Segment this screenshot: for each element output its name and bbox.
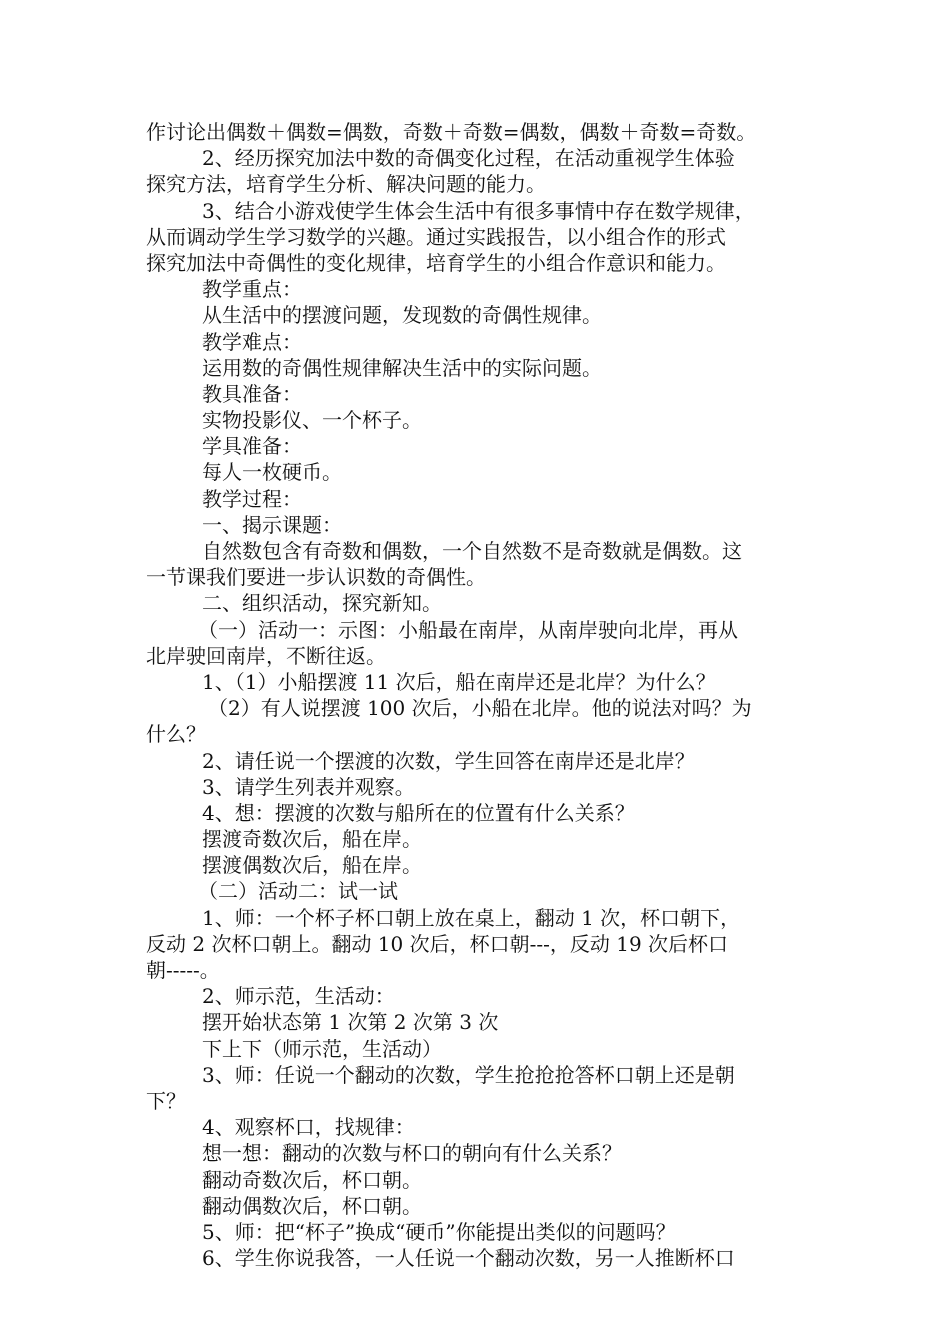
text-line: 6、学生你说我答，一人任说一个翻动次数，另一人推断杯口: [202, 1246, 735, 1271]
text-line: 翻动奇数次后，杯口朝。: [202, 1167, 422, 1192]
text-line: 摆开始状态第 1 次第 2 次第 3 次: [202, 1010, 499, 1035]
text-line: 4、观察杯口，找规律：: [202, 1115, 415, 1140]
text-line: 北岸驶回南岸，不断往返。: [146, 643, 386, 668]
text-line: 1、师：一个杯子杯口朝上放在桌上，翻动 1 次，杯口朝下，: [202, 905, 741, 930]
text-line: 探究加法中奇偶性的变化规律，培育学生的小组合作意识和能力。: [146, 250, 726, 275]
text-line: 朝-----。: [146, 958, 220, 982]
text-line: 一节课我们要进一步认识数的奇偶性。: [146, 565, 486, 590]
text-line: 1、（1）小船摆渡 11 次后，船在南岸还是北岸？为什么？: [202, 669, 716, 694]
text-line: 实物投影仪、一个杯子。: [202, 408, 422, 433]
text-line: 从而调动学生学习数学的兴趣。通过实践报告，以小组合作的形式: [146, 224, 726, 249]
text-line: 3、请学生列表并观察。: [202, 774, 415, 799]
text-line: 4、想：摆渡的次数与船所在的位置有什么关系？: [202, 800, 635, 825]
text-line: 摆渡偶数次后，船在岸。: [202, 853, 422, 878]
document-body: [146, 119, 810, 1271]
text-line: 3、师：任说一个翻动的次数，学生抢抢抢答杯口朝上还是朝: [202, 1062, 735, 1087]
section-heading: 教学难点：: [202, 329, 302, 354]
text-line: 摆渡奇数次后，船在岸。: [202, 827, 422, 852]
section-heading: 学具准备：: [202, 434, 302, 459]
text-line: 反动 2 次杯口朝上。翻动 10 次后，杯口朝---，反动 19 次后杯口: [146, 931, 729, 956]
text-line: 想一想：翻动的次数与杯口的朝向有什么关系？: [202, 1141, 622, 1166]
text-line: 2、经历探究加法中数的奇偶变化过程，在活动重视学生体验: [202, 146, 735, 171]
text-line: 运用数的奇偶性规律解决生活中的实际问题。: [202, 355, 602, 380]
text-line: 5、师：把“杯子”换成“硬币”你能提出类似的问题吗？: [202, 1219, 676, 1244]
text-line: 2、师示范，生活动：: [202, 984, 395, 1009]
section-heading: 一、揭示课题：: [202, 512, 342, 537]
text-line: 下？: [146, 1088, 186, 1113]
text-line: 3、结合小游戏使学生体会生活中有很多事情中存在数学规律，: [202, 198, 755, 223]
text-line: 什么？: [146, 722, 206, 747]
section-heading: 教学重点：: [202, 277, 302, 302]
text-line: 每人一枚硬币。: [202, 460, 342, 485]
section-heading: 教学过程：: [202, 486, 302, 511]
text-line: 从生活中的摆渡问题，发现数的奇偶性规律。: [202, 303, 602, 328]
text-line: 2、请任说一个摆渡的次数，学生回答在南岸还是北岸？: [202, 748, 695, 773]
text-line: 下上下（师示范，生活动）: [202, 1036, 442, 1061]
text-line: （2）有人说摆渡 100 次后，小船在北岸。他的说法对吗？为: [208, 696, 752, 721]
section-heading: 二、组织活动，探究新知。: [202, 591, 442, 616]
text-line: （一）活动一：示图：小船最在南岸，从南岸驶向北岸，再从: [198, 617, 738, 642]
text-line: 翻动偶数次后，杯口朝。: [202, 1193, 422, 1218]
text-line: 自然数包含有奇数和偶数，一个自然数不是奇数就是偶数。这: [202, 539, 742, 563]
section-heading: 教具准备：: [202, 381, 302, 406]
text-line: 探究方法，培育学生分析、解决问题的能力。: [146, 172, 546, 197]
text-line: 作讨论出偶数＋偶数=偶数，奇数＋奇数=偶数，偶数＋奇数=奇数。: [146, 120, 757, 144]
section-heading: （二）活动二：试一试: [198, 879, 398, 904]
